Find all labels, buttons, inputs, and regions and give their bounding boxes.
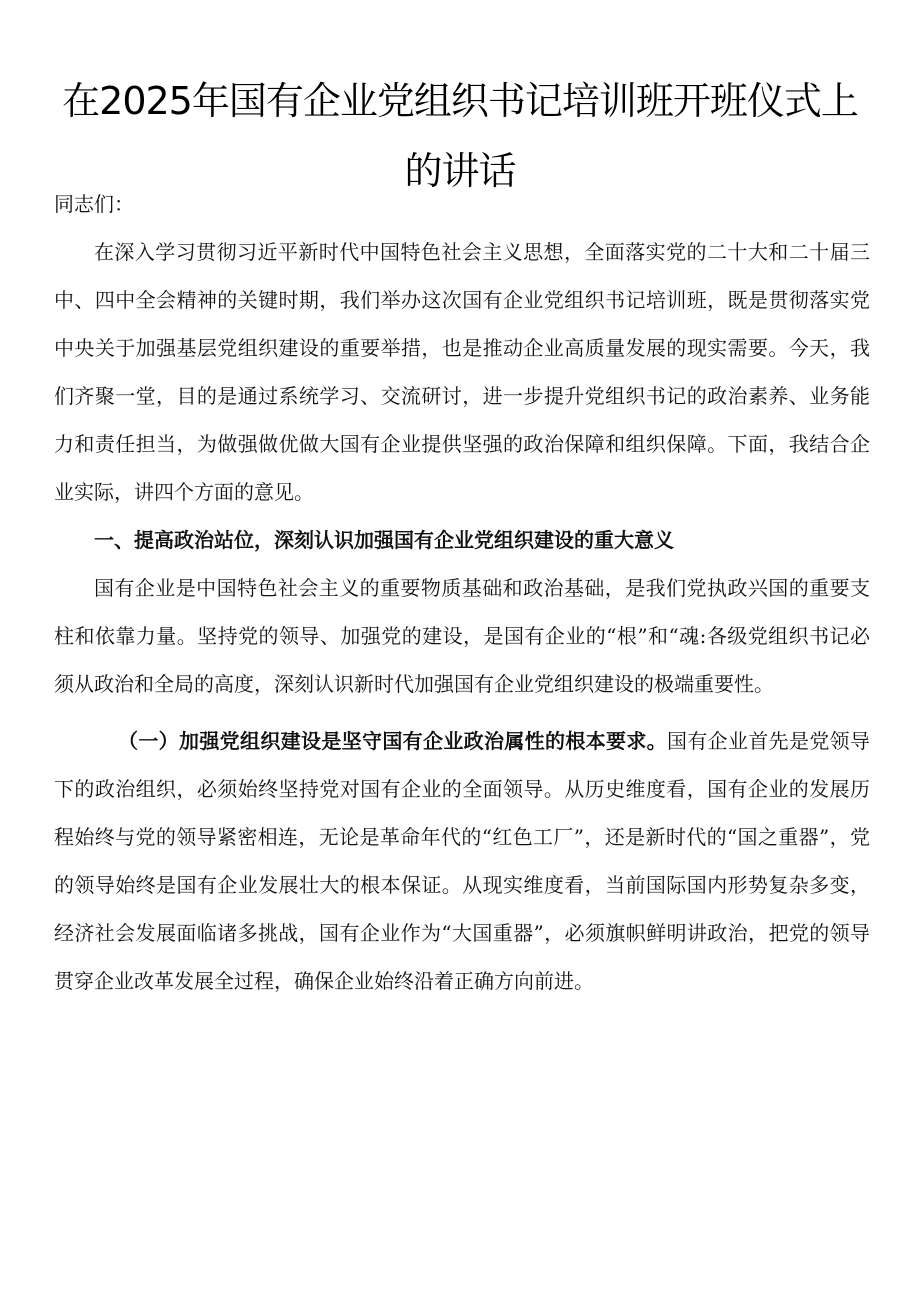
subsection-1-lead: （一）加强党组织建设是坚守国有企业政治属性的根本要求。	[118, 729, 667, 753]
section-1-paragraph: 国有企业是中国特色社会主义的重要物质基础和政治基础，是我们党执政兴国的重要支柱和依靠力量。坚持党的领导、加强党的建设，是国有企业的“根”和“魂:各级党组织书记必须从政治和全局的高度，深刻认识新时代加强国有企业党组织建设的极端重要性。	[54, 576, 870, 696]
subsection-1-paragraph	[54, 717, 870, 1005]
document-body	[54, 180, 870, 1005]
subsection-1-text: 国有企业首先是党领导下的政治组织，必须始终坚持党对国有企业的全面领导。从历史维度看，国有企业的发展历程始终与党的领导紧密相连，无论是革命年代的“红色工厂”，还是新时代的“国之重器”，党的领导始终是国有企业发展壮大的根本保证。从现实维度看，当前国际国内形势复杂多变，经济社会发展面临诸多挑战，国有企业作为“大国重器”，必须旗帜鲜明讲政治，把党的领导贯穿企业改革发展全过程，确保企业始终沿着正确方向前进。	[54, 729, 870, 993]
salutation: 同志们：	[54, 192, 134, 216]
intro-paragraph: 在深入学习贯彻习近平新时代中国特色社会主义思想，全面落实党的二十大和二十届三中、四中全会精神的关键时期，我们举办这次国有企业党组织书记培训班，既是贯彻落实党中央关于加强基层党组织建设的重要举措，也是推动企业高质量发展的现实需要。今天，我们齐聚一堂，目的是通过系统学习、交流研讨，进一步提升党组织书记的政治素养、业务能力和责任担当，为做强做优做大国有企业提供坚强的政治保障和组织保障。下面，我结合企业实际，讲四个方面的意见。	[54, 240, 870, 504]
document-title: 在2025年国有企业党组织书记培训班开班仪式上的讲话	[62, 79, 858, 193]
section-1-heading: 一、提高政治站位，深刻认识加强国有企业党组织建设的重大意义	[94, 528, 674, 552]
